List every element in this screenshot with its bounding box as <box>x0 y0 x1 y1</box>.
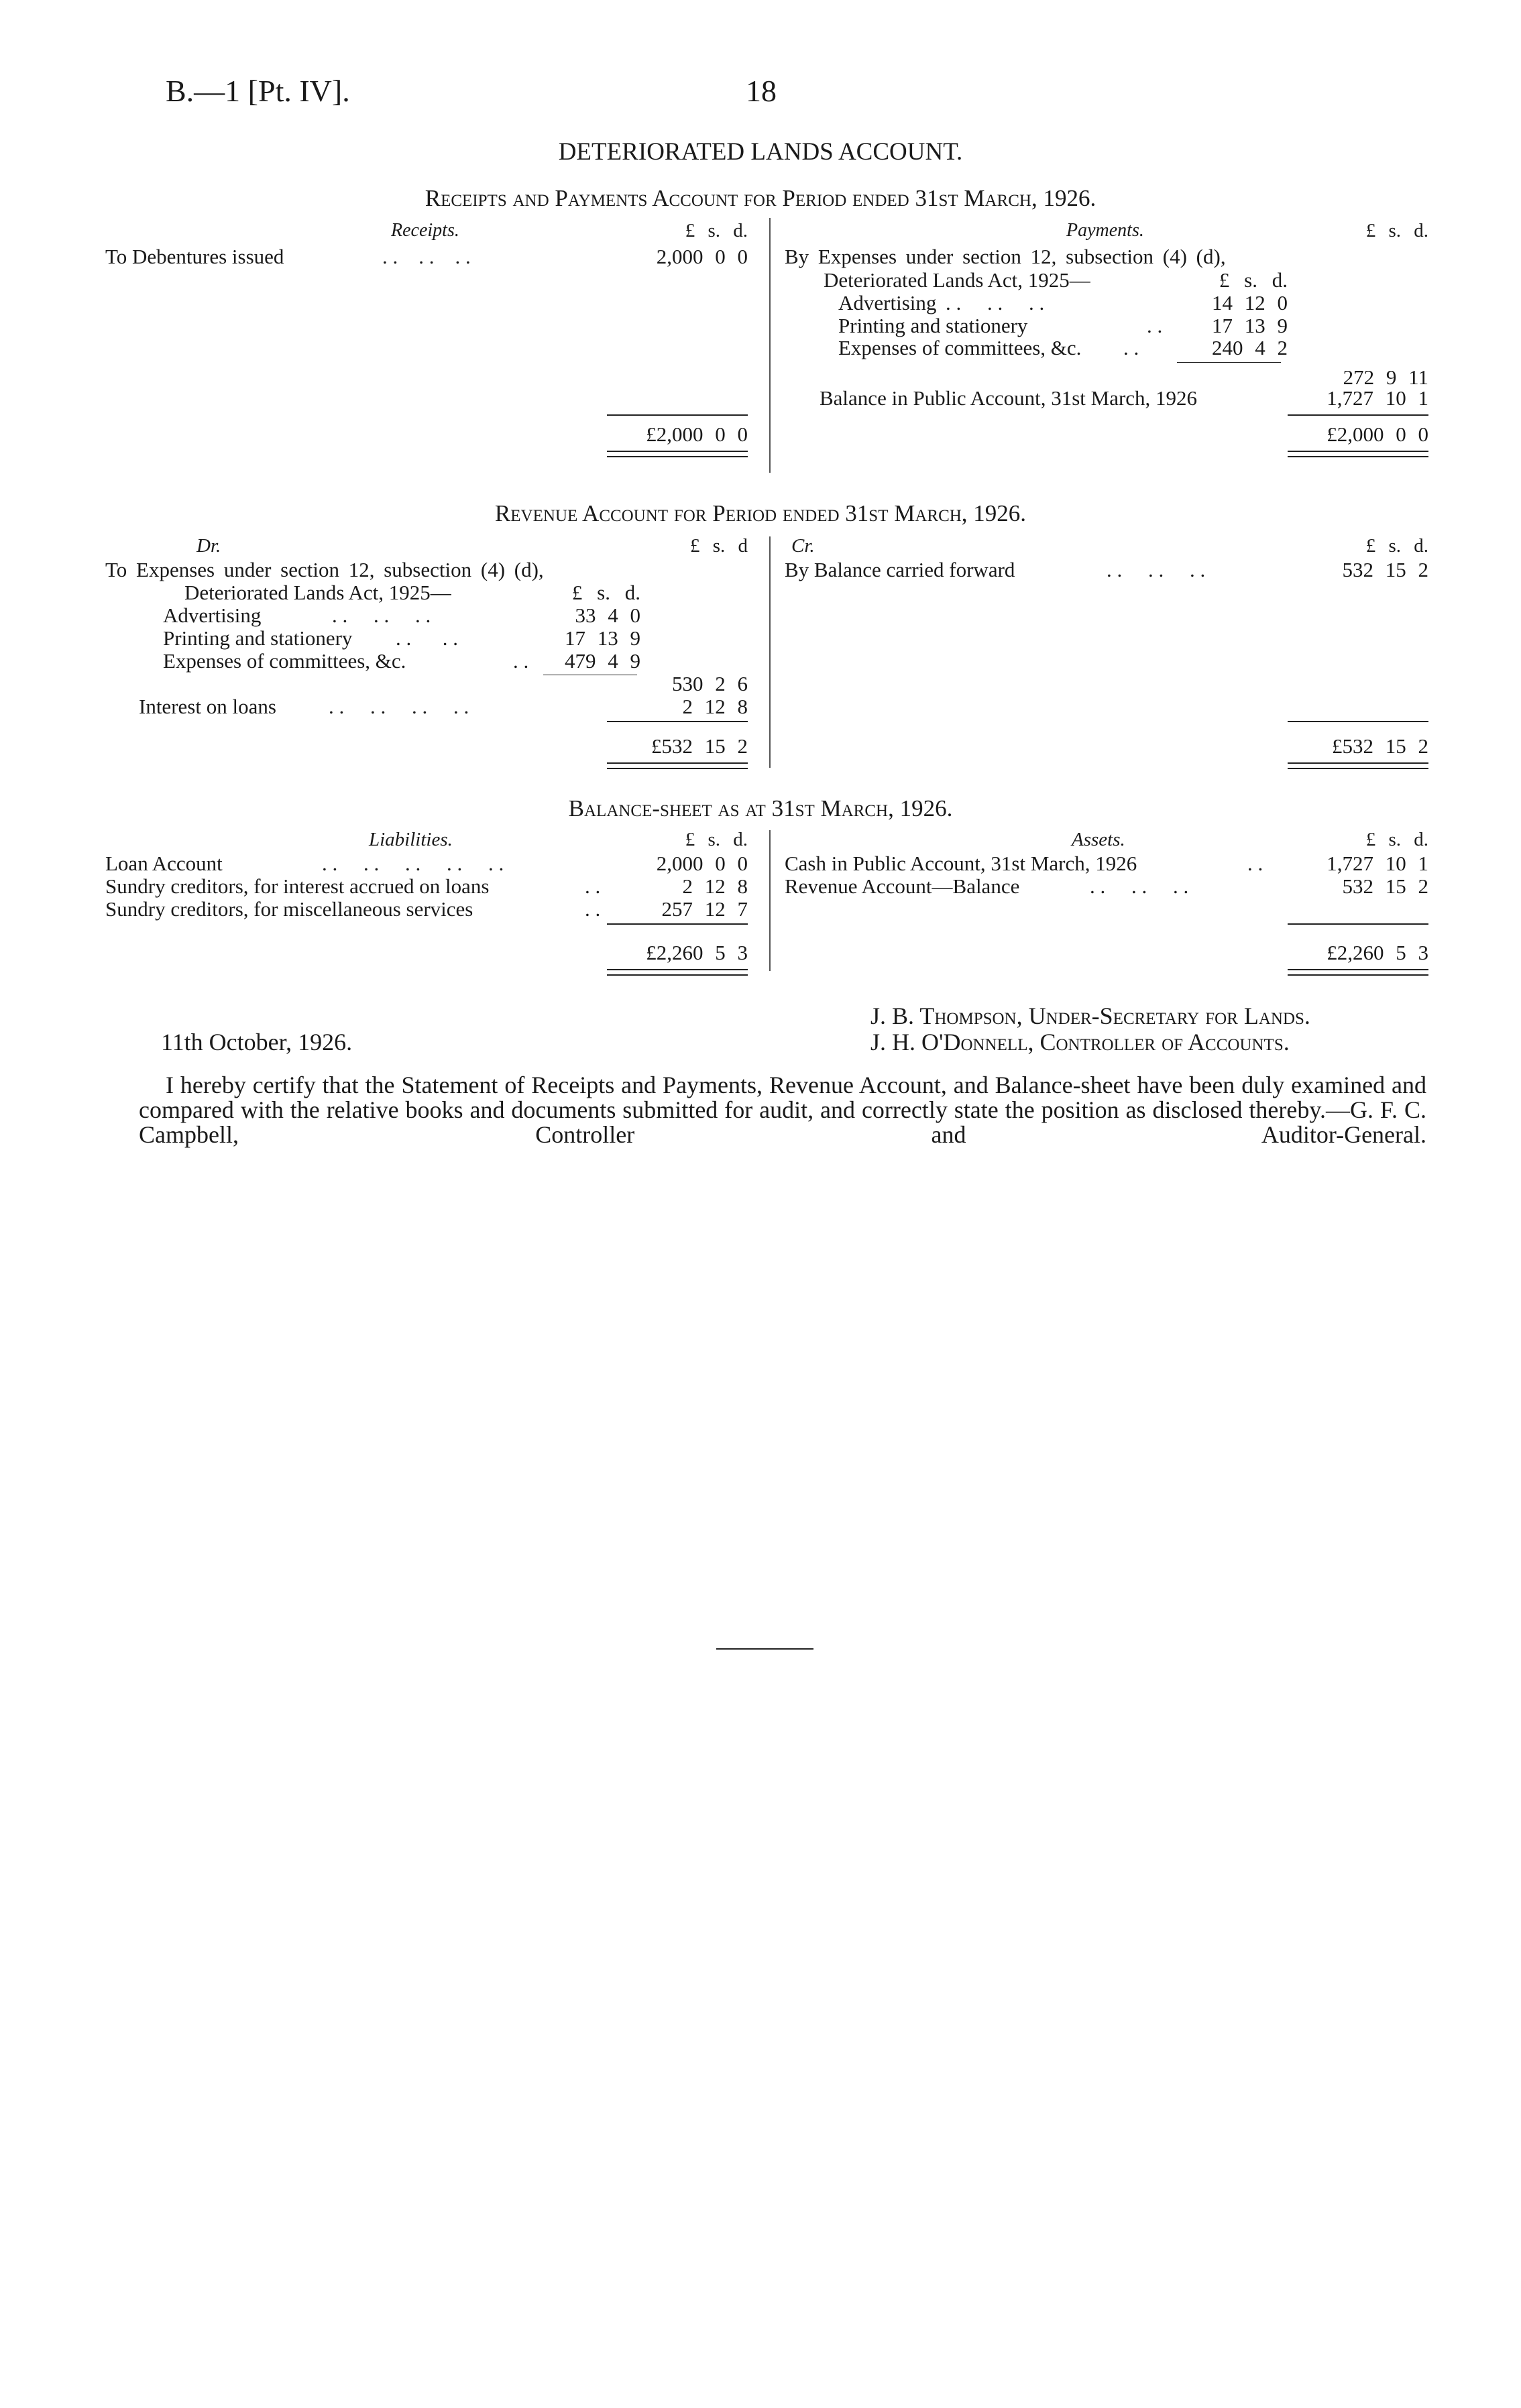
payment-item-amount: 14 12 0 <box>1212 291 1288 314</box>
end-rule <box>716 1648 813 1650</box>
payments-total: £2,000 0 0 <box>1327 422 1428 446</box>
total-rule <box>1288 414 1428 416</box>
column-divider <box>769 830 771 971</box>
liabilities-label: Liabilities. <box>369 829 453 850</box>
money-header: £ s. d. <box>1365 535 1428 557</box>
cr-label: Cr. <box>791 535 815 557</box>
receipts-total: £2,000 0 0 <box>646 422 748 446</box>
signature-under-secretary: J. B. Thompson, Under-Secretary for Lands. <box>870 1002 1310 1029</box>
sub-money-header: £ s. d. <box>571 581 640 604</box>
revenue-item-amount: 33 4 0 <box>575 604 640 627</box>
leader-dots: . . . . . . <box>1107 558 1206 581</box>
payment-subheading: Deteriorated Lands Act, 1925— <box>824 268 1090 292</box>
leader-dots: . . . . . . <box>382 245 471 268</box>
asset-label: Cash in Public Account, 31st March, 1926 <box>785 852 1137 875</box>
payments-subtotal: 272 9 11 <box>1343 365 1428 389</box>
revenue-total-left: £532 15 2 <box>651 734 748 758</box>
leader-dots: . . <box>513 649 529 673</box>
payments-label: Payments. <box>1066 220 1144 241</box>
money-header: £ s. d. <box>685 829 748 850</box>
double-rule <box>1288 451 1428 457</box>
money-header: £ s. d. <box>1365 220 1428 241</box>
balance-label: Balance in Public Account, 31st March, 1926 <box>820 386 1198 410</box>
cr-item: By Balance carried forward <box>785 558 1015 581</box>
dr-label: Dr. <box>196 535 221 557</box>
double-rule <box>607 762 748 769</box>
sub-money-header: £ s. d. <box>1219 268 1288 292</box>
leader-dots: . . . . . . . . . . <box>322 852 504 875</box>
column-divider <box>769 536 771 768</box>
cr-amount: 532 15 2 <box>1342 558 1428 581</box>
payment-item-amount: 17 13 9 <box>1212 314 1288 337</box>
revenue-expense-subheading: Deteriorated Lands Act, 1925— <box>184 581 451 604</box>
money-header: £ s. d <box>689 535 748 557</box>
money-header: £ s. d. <box>1365 829 1428 850</box>
total-rule <box>607 923 748 925</box>
leader-dots: . . <box>585 897 601 921</box>
money-header: £ s. d. <box>685 220 748 241</box>
revenue-item-amount: 479 4 9 <box>565 649 640 673</box>
revenue-item-label: Printing and stationery <box>163 626 353 650</box>
liability-amount: 2 12 8 <box>682 874 748 898</box>
asset-label: Revenue Account—Balance <box>785 874 1020 898</box>
payment-line: By Expenses under section 12, subsection (4) (d), <box>785 245 1226 268</box>
double-rule <box>607 969 748 976</box>
payment-item-label: Printing and stationery <box>838 314 1028 337</box>
receipt-item: To Debentures issued <box>105 245 284 268</box>
signature-date: 11th October, 1926. <box>161 1029 353 1055</box>
interest-label: Interest on loans <box>139 695 276 718</box>
leader-dots: . . . . . . <box>1090 874 1189 898</box>
double-rule <box>607 451 748 457</box>
payment-item-label: Advertising <box>838 291 937 314</box>
leader-dots: . . <box>1147 314 1163 337</box>
liability-amount: 257 12 7 <box>661 897 748 921</box>
leader-dots: . . <box>1247 852 1263 875</box>
liabilities-total: £2,260 5 3 <box>646 941 748 964</box>
subtotal-rule <box>1177 362 1281 363</box>
page-reference: B.—1 [Pt. IV]. <box>166 74 350 108</box>
liability-amount: 2,000 0 0 <box>656 852 748 875</box>
liability-label: Loan Account <box>105 852 223 875</box>
total-rule <box>607 414 748 416</box>
total-rule <box>607 721 748 722</box>
revenue-total-right: £532 15 2 <box>1332 734 1428 758</box>
liability-label: Sundry creditors, for miscellaneous services <box>105 897 473 921</box>
revenue-subtotal: 530 2 6 <box>672 672 748 695</box>
page-number: 18 <box>746 74 777 108</box>
column-divider <box>769 218 771 473</box>
assets-label: Assets. <box>1072 829 1125 850</box>
revenue-expense-line: To Expenses under section 12, subsection (4) (d), <box>105 558 544 581</box>
leader-dots: . . . . . . . . <box>329 695 469 718</box>
revenue-heading: Revenue Account for Period ended 31st March, 1926. <box>494 500 1027 526</box>
leader-dots: . . . . . . <box>946 291 1045 314</box>
leader-dots: . . . . <box>396 626 458 650</box>
total-rule <box>1288 721 1428 722</box>
signature-controller: J. H. O'Donnell, Controller of Accounts. <box>870 1029 1290 1055</box>
double-rule <box>1288 969 1428 976</box>
balance-sheet-heading: Balance-sheet as at 31st March, 1926. <box>568 795 953 821</box>
revenue-item-amount: 17 13 9 <box>565 626 640 650</box>
asset-amount: 1,727 10 1 <box>1327 852 1428 875</box>
leader-dots: . . . . . . <box>332 604 431 627</box>
liability-label: Sundry creditors, for interest accrued on loans <box>105 874 490 898</box>
leader-dots: . . <box>585 874 601 898</box>
receipts-payments-heading: Receipts and Payments Account for Period ended 31st March, 1926. <box>425 185 1096 211</box>
revenue-item-label: Expenses of committees, &c. <box>163 649 406 673</box>
total-rule <box>1288 923 1428 925</box>
audit-certificate: I hereby certify that the Statement of Receipts and Payments, Revenue Account, and Balance-sheet have been duly examined and compared with the relative books and documents submitted for audit, and correctly state the position as disclosed thereby.—G. F. C. Campbell, Controller and Auditor-General. <box>139 1072 1426 1148</box>
interest-amount: 2 12 8 <box>682 695 748 718</box>
asset-amount: 532 15 2 <box>1342 874 1428 898</box>
revenue-item-label: Advertising <box>163 604 262 627</box>
receipt-amount: 2,000 0 0 <box>656 245 748 268</box>
payment-item-label: Expenses of committees, &c. <box>838 336 1082 359</box>
double-rule <box>1288 762 1428 769</box>
balance-amount: 1,727 10 1 <box>1327 386 1428 410</box>
leader-dots: . . <box>1123 336 1139 359</box>
receipts-label: Receipts. <box>391 220 459 241</box>
assets-total: £2,260 5 3 <box>1327 941 1428 964</box>
page-title: DETERIORATED LANDS ACCOUNT. <box>558 138 963 166</box>
payment-item-amount: 240 4 2 <box>1212 336 1288 359</box>
